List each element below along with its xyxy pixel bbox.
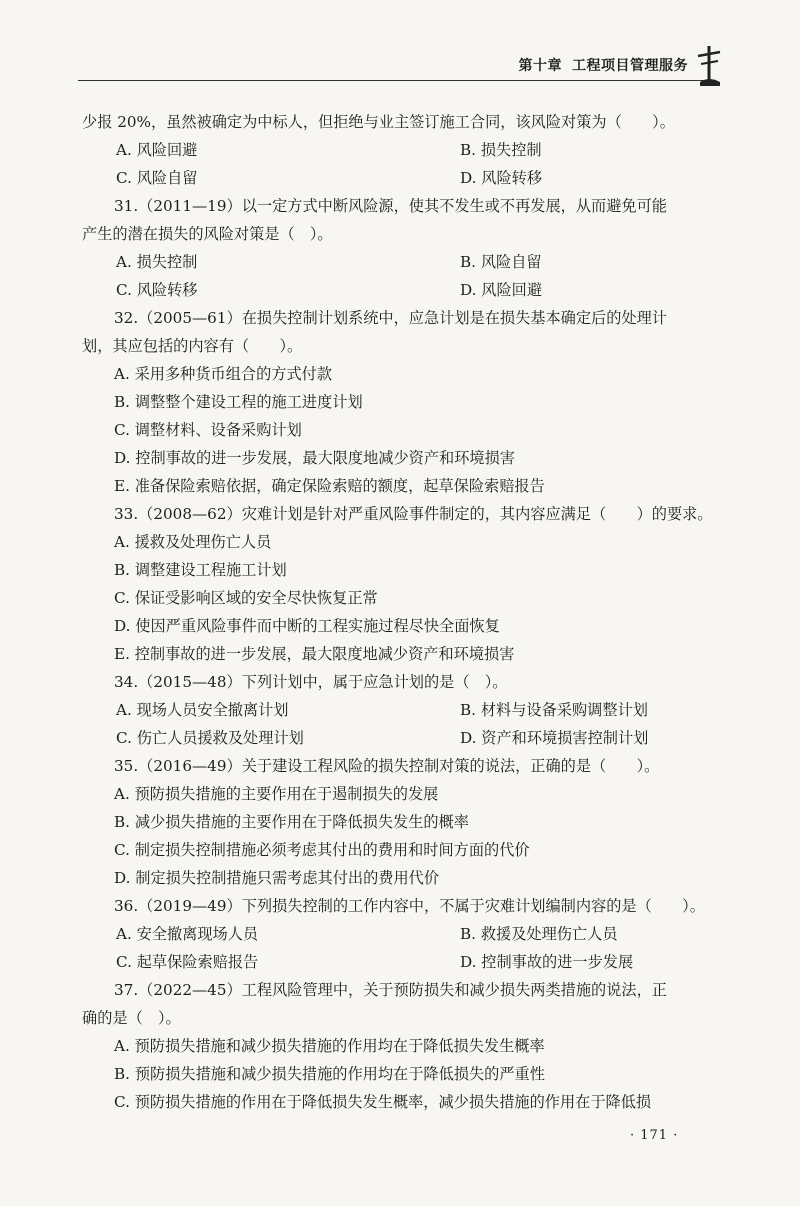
q36-option-b: B. 救援及处理伤亡人员 [460,925,618,943]
q36-option-a: A. 安全撤离现场人员 [116,925,259,943]
q32-option-a: A. 采用多种货币组合的方式付款 [114,365,333,383]
signpost-icon [692,42,726,88]
running-header [78,40,730,90]
q35-option-c: C. 制定损失控制措施必须考虑其付出的费用和时间方面的代价 [114,841,530,859]
q34-option-a: A. 现场人员安全撤离计划 [116,701,289,719]
q33-option-e: E. 控制事故的进一步发展，最大限度地减少资产和环境损害 [114,645,515,663]
q35-stem: 35.（2016—49）关于建设工程风险的损失控制对策的说法，正确的是（ ）。 [114,757,660,775]
q32-stem-line1: 32.（2005—61）在损失控制计划系统中，应急计划是在损失基本确定后的处理计 [114,309,667,327]
q32-stem-line2: 划，其应包括的内容有（ ）。 [82,337,303,355]
q36-stem: 36.（2019—49）下列损失控制的工作内容中，不属于灾难计划编制内容的是（ ）。 [114,897,705,915]
chapter-number: 第十章 [518,58,562,74]
q31-option-a: A. 损失控制 [116,253,198,271]
q37-option-c: C. 预防损失措施的作用在于降低损失发生概率，减少损失措施的作用在于降低损 [114,1093,652,1111]
q33-option-a: A. 援救及处理伤亡人员 [114,533,272,551]
q34-option-c: C. 伤亡人员援救及处理计划 [116,729,304,747]
header-rule [78,80,716,81]
q31-option-c: C. 风险转移 [116,281,198,299]
q32-option-b: B. 调整整个建设工程的施工进度计划 [114,393,363,411]
q30-option-a: A. 风险回避 [116,141,198,159]
q37-option-a: A. 预防损失措施和减少损失措施的作用均在于降低损失发生概率 [114,1037,545,1055]
page-number: · 171 · [630,1128,679,1143]
q37-stem-line1: 37.（2022—45）工程风险管理中，关于预防损失和减少损失两类措施的说法，正 [114,981,667,999]
q37-option-b: B. 预防损失措施和减少损失措施的作用均在于降低损失的严重性 [114,1065,545,1083]
q33-option-d: D. 使因严重风险事件而中断的工程实施过程尽快全面恢复 [114,617,500,635]
q31-stem-line2: 产生的潜在损失的风险对策是（ ）。 [82,225,333,243]
q30-option-d: D. 风险转移 [460,169,543,187]
q31-option-d: D. 风险回避 [460,281,543,299]
q30-stem-tail: 少报 20%，虽然被确定为中标人，但拒绝与业主签订施工合同，该风险对策为（ ）。 [82,113,675,131]
chapter-title: 工程项目管理服务 [572,58,688,74]
q35-option-b: B. 减少损失措施的主要作用在于降低损失发生的概率 [114,813,469,831]
q33-option-b: B. 调整建设工程施工计划 [114,561,287,579]
q34-stem: 34.（2015—48）下列计划中，属于应急计划的是（ ）。 [114,673,508,691]
q31-stem-line1: 31.（2011—19）以一定方式中断风险源，使其不发生或不再发展，从而避免可能 [114,197,667,215]
q36-option-c: C. 起草保险索赔报告 [116,953,259,971]
q35-option-d: D. 制定损失控制措施只需考虑其付出的费用代价 [114,869,440,887]
q32-option-d: D. 控制事故的进一步发展，最大限度地减少资产和环境损害 [114,449,515,467]
q34-option-d: D. 资产和环境损害控制计划 [460,729,649,747]
q35-option-a: A. 预防损失措施的主要作用在于遏制损失的发展 [114,785,439,803]
q31-option-b: B. 风险自留 [460,253,542,271]
chapter-heading [519,55,689,75]
q30-option-b: B. 损失控制 [460,141,542,159]
q32-option-c: C. 调整材料、设备采购计划 [114,421,302,439]
q34-option-b: B. 材料与设备采购调整计划 [460,701,648,719]
q32-option-e: E. 准备保险索赔依据，确定保险索赔的额度，起草保险索赔报告 [114,477,545,495]
q33-option-c: C. 保证受影响区域的安全尽快恢复正常 [114,589,378,607]
q33-stem: 33.（2008—62）灾难计划是针对严重风险事件制定的，其内容应满足（ ）的要求。 [114,505,713,523]
q36-option-d: D. 控制事故的进一步发展 [460,953,634,971]
q30-option-c: C. 风险自留 [116,169,198,187]
q37-stem-line2: 确的是（ ）。 [82,1009,181,1027]
